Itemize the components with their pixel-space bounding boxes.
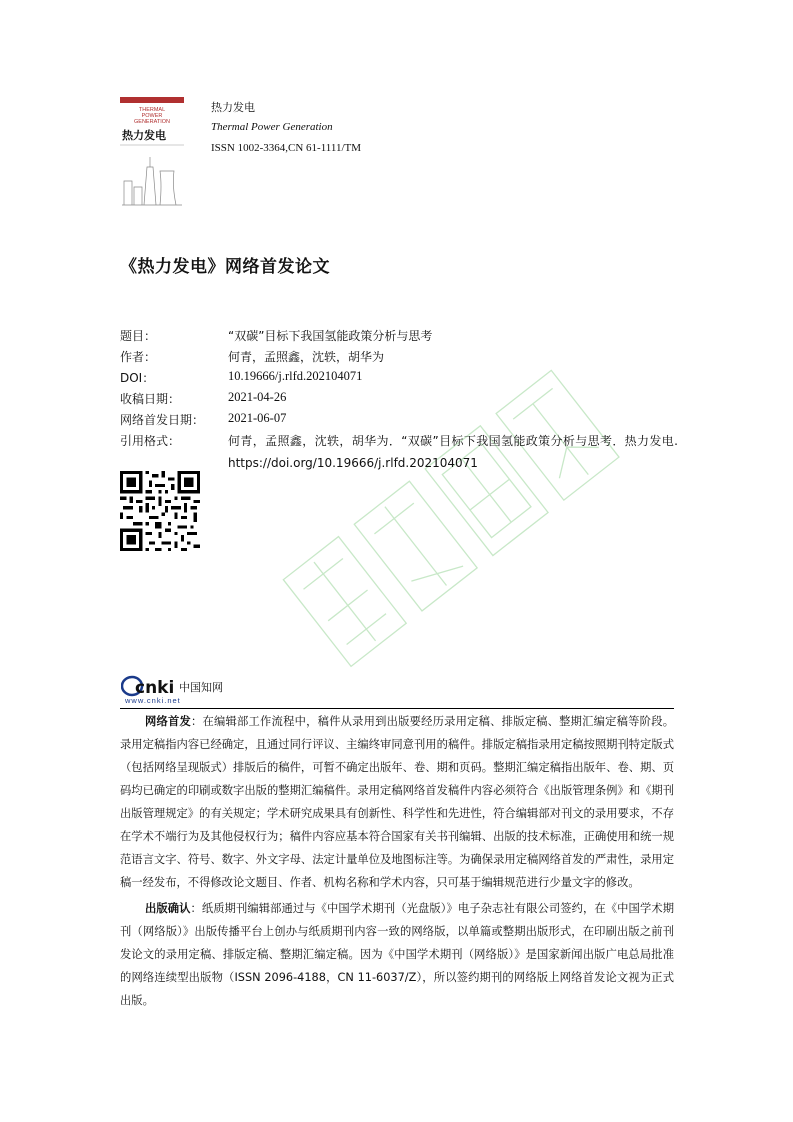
journal-name-cn: 热力发电 (211, 101, 255, 114)
qr-code[interactable] (120, 471, 200, 551)
journal-issn: ISSN 1002-3364,CN 61-1111/TM (211, 142, 362, 154)
online-first-lead: 网络首发 (145, 715, 192, 728)
publication-confirm-notice (120, 897, 674, 1012)
online-date-value: 2021-06-07 (228, 411, 287, 425)
cover-text-en-1: THERMAL (138, 107, 166, 113)
citation-label: 引用格式： (120, 434, 181, 448)
publication-confirm-lead: 出版确认 (145, 902, 191, 915)
online-first-body: ：在编辑部工作流程中，稿件从录用到出版要经历录用定稿、排版定稿、整期汇编定稿等阶段。录用定稿指内容已经确定，且通过同行评议、主编终审同意刊用的稿件。排版定稿指录用定稿按照期刊特定版式（包括网络呈现版式）排版后的稿件，可暂不确定出版年、卷、期和页码。整期汇编定稿指出版年、卷、期、页码均已确定的印刷或数字出版的整期汇编稿件。录用定稿网络首发稿件内容必须符合《出版管理条例》和《期刊出版管理规定》的有关规定；学术研究成果具有创新性、科学性和先进性，符合编辑部对刊文的录用要求，不存在学术不端行为及其他侵权行为；稿件内容应基本符合国家有关书刊编辑、出版的技术标准，正确使用和统一规范语言文字、符号、数字、外文字母、法定计量单位及地图标注等。为确保录用定稿网络首发的严肃性，录用定稿一经发布，不得修改论文题目、作者、机构名称和学术内容，只可基于编辑规范进行少量文字的修改。 (120, 715, 674, 889)
cover-text-en-2: POWER (141, 113, 163, 119)
title-label: 题目： (120, 329, 157, 343)
cnki-logo-text: cnki (135, 678, 175, 698)
cover-text-cn: 热力发电 (122, 129, 166, 142)
received-date-label: 收稿日期： (120, 392, 181, 406)
doi-value[interactable]: 10.19666/j.rlfd.202104071 (228, 369, 363, 383)
header-divider (120, 708, 674, 709)
page-title: 《热力发电》网络首发论文 (120, 257, 330, 277)
author-label: 作者： (120, 350, 157, 364)
doi-label: DOI： (120, 371, 155, 385)
cnki-logo-cn: 中国知网 (179, 681, 223, 694)
citation-value: 何青，孟照鑫，沈轶，胡华为．“双碳”目标下我国氢能政策分析与思考．热力发电. https://doi.org/10.19666/j.rlfd.202104071 (228, 434, 678, 470)
cnki-logo (121, 673, 231, 705)
received-date-value: 2021-04-26 (228, 390, 287, 404)
cover-text-en-3: GENERATION (134, 119, 170, 125)
article-title: “双碳”目标下我国氢能政策分析与思考 (228, 329, 433, 343)
article-authors: 何青，孟照鑫，沈轶，胡华为 (228, 350, 385, 364)
publication-confirm-body: ：纸质期刊编辑部通过与《中国学术期刊（光盘版）》电子杂志社有限公司签约，在《中国学术期刊（网络版）》出版传播平台上创办与纸质期刊内容一致的网络版，以单篇或整期出版形式，在印刷出版之前刊发论文的录用定稿、排版定稿、整期汇编定稿。因为《中国学术期刊（网络版）》是国家新闻出版广电总局批准的网络连续型出版物（ISSN 2096-4188，CN 11-6037/Z），所以签约期刊的网络版上网络首发论文视为正式出版。 (120, 902, 674, 1007)
journal-cover-thumbnail (120, 97, 184, 207)
online-date-label: 网络首发日期： (120, 413, 205, 427)
cnki-url: www.cnki.net (125, 696, 181, 705)
journal-name-en: Thermal Power Generation (211, 121, 333, 133)
online-first-notice (120, 710, 674, 894)
